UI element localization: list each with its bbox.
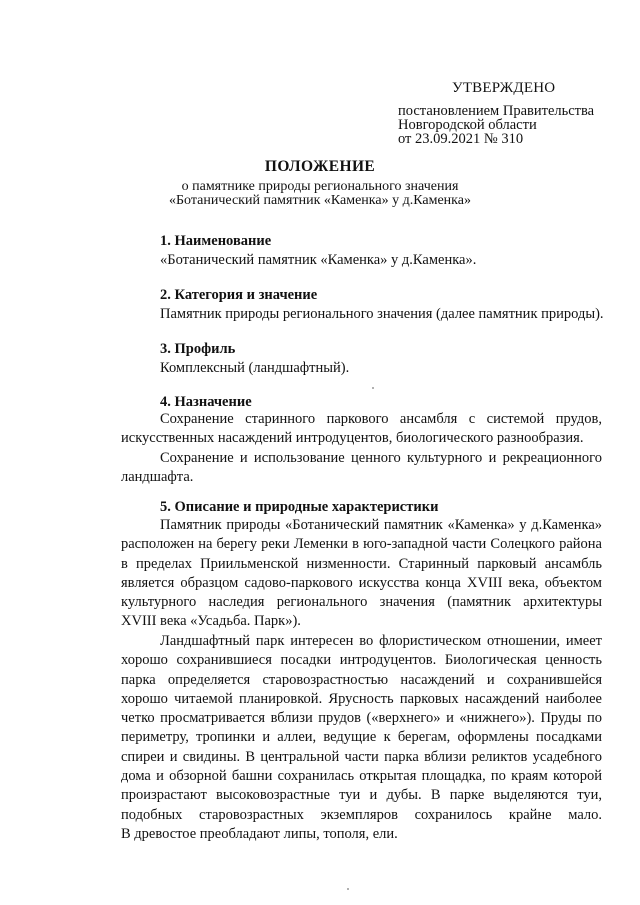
section-5-heading: 5. Описание и природные характеристики xyxy=(160,499,439,515)
section-1-text: «Ботанический памятник «Каменка» у д.Каменка». xyxy=(160,252,477,268)
paragraph-line: хорошо сохранившиеся посадки интродуцентов. Биологическая ценность xyxy=(121,652,602,669)
approval-line-3: от 23.09.2021 № 310 xyxy=(398,131,524,147)
section-3-heading: 3. Профиль xyxy=(160,341,236,357)
approval-stamp xyxy=(398,80,628,146)
section-3-text: Комплексный (ландшафтный). xyxy=(160,360,350,376)
paragraph-line: Ландшафтный парк интересен во флористическом отношении, имеет xyxy=(160,633,602,649)
scan-speck xyxy=(372,387,374,389)
paragraph-line: хорошо читаемой планировкой. Ярусность парковых насаждений наиболее xyxy=(121,690,602,707)
paragraph-line: периметру, тропинки и аллеи, ведущие к берегам, оформлены посадками xyxy=(121,729,602,746)
paragraph-line: Памятник природы «Ботанический памятник «Каменка» у д.Каменка» xyxy=(160,517,602,533)
section-4-paragraph-2 xyxy=(121,449,602,488)
paragraph-line: в пределах Приильменской низменности. Старинный парковый ансамбль xyxy=(121,555,602,572)
paragraph-line: расположен на берегу реки Леменки в юго-западной части Солецкого района xyxy=(121,536,602,553)
paragraph-line: В древостое преобладают липы, тополя, ели. xyxy=(121,825,398,842)
section-2-text: Памятник природы регионального значения (далее памятник природы). xyxy=(160,306,604,322)
paragraph-line: четко просматривается вблизи прудов («верхнего» и «нижнего»). Пруды по xyxy=(121,710,602,727)
paragraph-line: является образцом садово-паркового искусства конца XVIII века, объектом xyxy=(121,574,602,591)
paragraph-line: Сохранение и использование ценного культурного и рекреационного xyxy=(160,450,602,466)
section-1-heading: 1. Наименование xyxy=(160,233,272,249)
approval-line-1: постановлением Правительства xyxy=(398,103,595,119)
paragraph-line: произрастают высоковозрастные туи и дубы. В парке выделяются туи, xyxy=(121,787,602,804)
paragraph-line: парка определяется старовозрастностью насаждений и сохранившейся xyxy=(121,671,602,688)
document-title: ПОЛОЖЕНИЕ xyxy=(264,158,376,175)
paragraph-line: Сохранение старинного паркового ансамбля с системой прудов, xyxy=(160,411,602,427)
paragraph-line: ландшафта. xyxy=(121,469,194,486)
section-5-paragraph-2 xyxy=(121,632,602,844)
paragraph-line: искусственных насаждений интродуцентов, биологического разнообразия. xyxy=(121,430,584,447)
section-4-heading: 4. Назначение xyxy=(160,394,252,410)
approval-line-2: Новгородской области xyxy=(398,117,537,133)
subtitle-line-2: «Ботанический памятник «Каменка» у д.Каменка» xyxy=(169,193,471,208)
paragraph-line: дома и обзорной башни сохранилась открытая площадка, по краям которой xyxy=(121,768,602,785)
section-5-paragraph-1 xyxy=(121,516,602,632)
section-2-heading: 2. Категория и значение xyxy=(160,287,318,303)
document-subtitle xyxy=(0,180,640,208)
subtitle-line-1: о памятнике природы регионального значения xyxy=(181,179,459,194)
scan-speck xyxy=(347,888,349,890)
paragraph-line: культурного наследия регионального значения (памятник архитектуры xyxy=(121,594,602,611)
paragraph-line: спиреи и свидины. В центральной части парка вблизи реликтов усадебного xyxy=(121,748,602,765)
paragraph-line: подобных старовозрастных экземпляров сохранилось крайне мало. xyxy=(121,806,602,823)
section-4-paragraph-1 xyxy=(121,410,602,449)
approval-title: УТВЕРЖДЕНО xyxy=(452,80,556,96)
paragraph-line: XVIII века «Усадьба. Парк»). xyxy=(121,613,301,630)
